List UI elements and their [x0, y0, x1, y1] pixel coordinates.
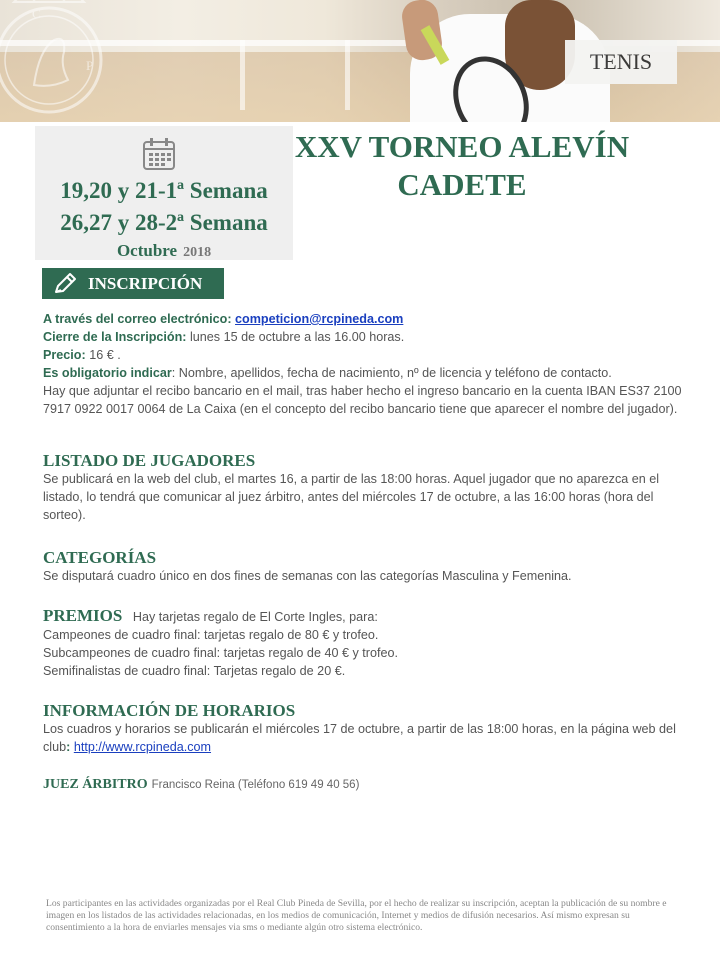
hero-photo [0, 0, 720, 122]
date-week-1: 19,20 y 21-1ª Semana [60, 178, 268, 203]
club-website-link[interactable]: http://www.rcpineda.com [73, 740, 212, 754]
legal-footer: Los participantes en las actividades organizadas por el Real Club Pineda de Sevilla, por el hecho de realizar su inscripción, aceptan la publicación de su nombre e imagen en los listados de las actividades relacionadas, en los medios de comunicación, Internet y medios de difusión necesarios. Así mismo expresan su consentimiento a la hora de enviarles mensajes via sms o mediante algún otro sistema electrónico. [46, 898, 667, 933]
calendar-icon [141, 136, 177, 172]
horarios-colon: : [66, 740, 74, 754]
premio-line: Semifinalistas de cuadro final: Tarjetas regalo de 20 €. [43, 664, 346, 678]
email-link[interactable]: competicion@rcpineda.com [235, 312, 404, 326]
horarios-heading: INFORMACIÓN DE HORARIOS [43, 701, 296, 720]
cierre-label: Cierre de la Inscripción: [43, 330, 187, 344]
premio-line: Subcampeones de cuadro final: tarjetas regalo de 40 € y trofeo. [43, 646, 398, 660]
title-line-2: CADETE [397, 167, 527, 202]
juez-text: Francisco Reina (Teléfono 619 49 40 56) [151, 779, 360, 791]
inscripcion-label: INSCRIPCIÓN [88, 273, 203, 293]
horarios-section [43, 702, 683, 756]
premios-intro: Hay tarjetas regalo de El Corte Ingles, para: [132, 610, 378, 624]
inscripcion-details [43, 310, 683, 418]
email-row [43, 310, 683, 328]
month-label: Octubre [116, 241, 178, 260]
page-title [272, 128, 652, 204]
title-line-1: XXV TORNEO ALEVÍN [294, 129, 630, 164]
obligatorio-label: Es obligatorio indicar [43, 366, 172, 380]
recibo-text: Hay que adjuntar el recibo bancario en el mail, tras haber hecho el ingreso bancario en la cuenta IBAN ES37 2100 7917 0922 0017 0064 de La Caixa (en el concepto del recibo bancario tiene que aparecer el nombre del jugador). [43, 384, 682, 416]
pencil-icon [52, 272, 78, 296]
categorias-text: Se disputará cuadro único en dos fines de semanas con las categorías Masculina y Femenina. [43, 569, 572, 583]
juez-heading: JUEZ ÁRBITRO [43, 777, 148, 792]
horarios-text-row [43, 720, 683, 756]
section-tag: TENIS [565, 40, 677, 84]
crest-letter: C [32, 6, 41, 21]
obligatorio-row [43, 364, 683, 382]
premios-heading: PREMIOS [43, 606, 123, 625]
juez-section [43, 775, 683, 794]
fence-post [240, 40, 245, 110]
date-week-2: 26,27 y 28-2ª Semana [60, 210, 268, 235]
premio-line: Campeones de cuadro final: tarjetas regalo de 80 € y trofeo. [43, 628, 379, 642]
club-crest-icon [0, 0, 114, 120]
fence-post [345, 40, 350, 110]
inscripcion-badge [42, 268, 224, 299]
horarios-text: Los cuadros y horarios se publicarán el miércoles 17 de octubre, a partir de las 18:00 horas, en la página web del club [43, 722, 676, 754]
cierre-row [43, 328, 683, 346]
obligatorio-text: : Nombre, apellidos, fecha de nacimiento, nº de licencia y teléfono de contacto. [171, 366, 612, 380]
precio-label: Precio: [43, 348, 86, 362]
listado-section [43, 452, 683, 524]
categorias-section [43, 549, 683, 585]
precio-row [43, 346, 683, 364]
cierre-text: lunes 15 de octubre a las 16.00 horas. [189, 330, 405, 344]
year-label: 2018 [183, 245, 212, 260]
date-box [35, 126, 293, 260]
listado-text: Se publicará en la web del club, el martes 16, a partir de las 18:00 horas. Aquel jugador que no aparezca en el listado, lo tendrá que comunicar al juez árbitro, antes del miércoles 17 de octubre, a las 16:00 horas (hora del sorteo). [43, 472, 660, 522]
precio-text: 16 € . [89, 348, 121, 362]
listado-heading: LISTADO DE JUGADORES [43, 451, 256, 470]
categorias-heading: CATEGORÍAS [43, 548, 157, 567]
premios-section [43, 607, 683, 680]
crest-letter: P [86, 58, 94, 73]
date-month [35, 241, 293, 261]
email-label: A través del correo electrónico: [43, 312, 232, 326]
